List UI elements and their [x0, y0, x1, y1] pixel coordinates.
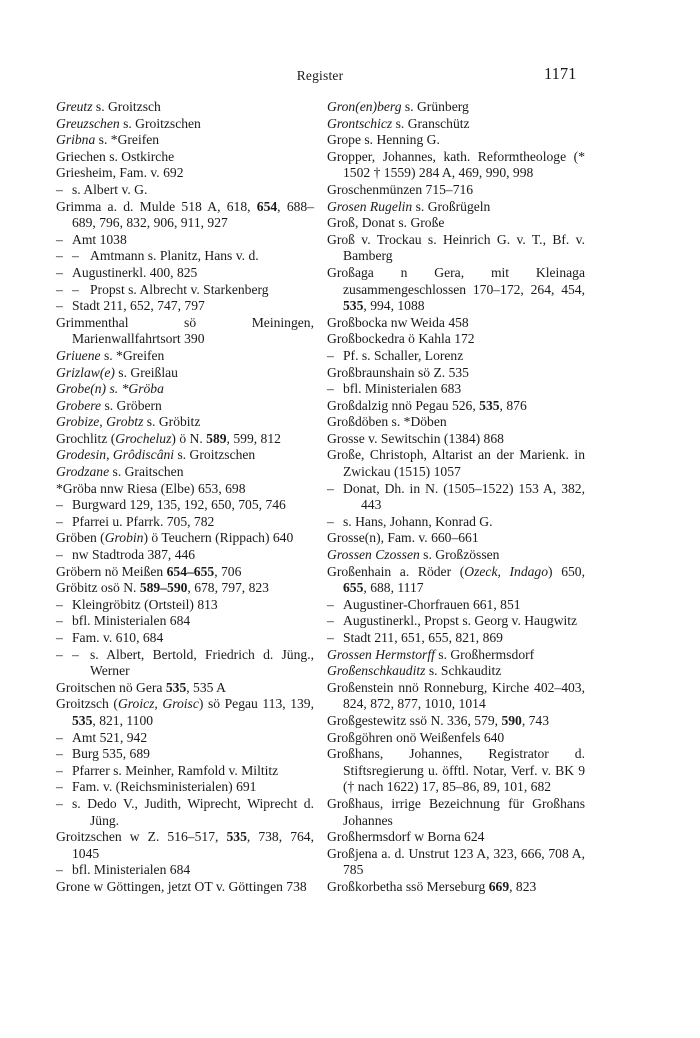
index-entry	[56, 431, 314, 448]
entry-variant-name: Gribna	[56, 132, 96, 148]
entry-variant-name: Grosen Rugelin	[327, 198, 413, 214]
entry-variant-name: Grodzane	[56, 464, 110, 480]
index-subentry	[56, 248, 314, 265]
entry-text: bfl. Ministerialen 684	[72, 862, 191, 878]
index-entry	[56, 165, 314, 182]
entry-page-ref-main: 589–590	[139, 580, 188, 596]
subentry-dash: –	[56, 513, 63, 529]
entry-text: Augustiner-Chorfrauen 661, 851	[343, 596, 521, 612]
entry-text: , 688–689, 796, 832, 906, 911, 927	[72, 198, 315, 231]
index-subentry	[56, 597, 314, 614]
index-entry	[327, 829, 585, 846]
entry-page-ref-main: 655	[343, 580, 364, 596]
entry-text: Groß, Donat s. Große	[327, 215, 445, 231]
index-entry	[327, 746, 585, 796]
index-entry	[56, 149, 314, 166]
subentry-dash: –	[56, 729, 63, 745]
entry-page-ref-main: 589	[206, 430, 227, 446]
index-subentry	[56, 497, 314, 514]
entry-text: Grosse v. Sewitschin (1384) 868	[327, 430, 504, 446]
entry-text: Grochlitz (	[56, 430, 116, 446]
subentry-dash: –	[56, 181, 63, 197]
entry-text: , 821, 1100	[92, 712, 154, 728]
entry-text: *Gröba nnw Riesa (Elbe) 653, 698	[56, 480, 246, 496]
index-entry	[327, 232, 585, 265]
entry-variant-name: Grobin	[104, 530, 144, 546]
index-subentry	[327, 630, 585, 647]
index-entry	[327, 730, 585, 747]
entry-text: Groitzsch (	[56, 696, 118, 712]
entry-text: s. Dedo V., Judith, Wiprecht, Wiprecht d. Jüng.	[72, 795, 314, 828]
page-number: 1171	[544, 64, 577, 83]
index-entry	[327, 132, 585, 149]
entry-text: Großaga n Gera, mit Kleinaga zusammengeschlossen 170–172, 264, 454,	[327, 264, 585, 297]
subentry-dash: –	[56, 762, 63, 778]
entry-text: Großenstein nnö Ronneburg, Kirche 402–403, 824, 872, 877, 1010, 1014	[327, 679, 585, 712]
entry-text: Propst s. Albrecht v. Starkenberg	[90, 281, 269, 297]
entry-text: Pfarrer s. Meinher, Ramfold v. Miltitz	[72, 762, 279, 778]
running-head	[0, 64, 700, 86]
index-entry	[56, 365, 314, 382]
entry-text: Großjena a. d. Unstrut 123 A, 323, 666, 708 A, 785	[327, 845, 585, 878]
entry-text: s. Graitschen	[109, 464, 184, 480]
index-entry	[56, 564, 314, 581]
entry-variant-name: Ozeck, Indago	[464, 563, 549, 579]
entry-text: Großgestewitz ssö N. 336, 579,	[327, 712, 502, 728]
index-entry	[327, 199, 585, 216]
index-subentry	[56, 232, 314, 249]
index-entry	[327, 215, 585, 232]
index-entry	[327, 564, 585, 597]
entry-text: s. Gröbitz	[143, 414, 201, 430]
entry-text: Großbockedra ö Kahla 172	[327, 331, 475, 347]
entry-variant-name: Grontschicz	[327, 115, 393, 131]
entry-text: Großhermsdorf w Borna 624	[327, 829, 485, 845]
entry-text: s. Grünberg	[401, 99, 469, 114]
index-entry	[56, 447, 314, 464]
index-entry	[56, 348, 314, 365]
entry-text: s. Gröbern	[101, 397, 162, 413]
entry-variant-name: Gron(en)berg	[327, 99, 402, 114]
entry-page-ref-main: 535	[479, 397, 500, 413]
index-entry	[327, 547, 585, 564]
entry-text: Burgward 129, 135, 192, 650, 705, 746	[72, 497, 286, 513]
entry-text: Großdöben s. *Döben	[327, 414, 447, 430]
entry-text: Grone w Göttingen, jetzt OT v. Göttingen 738	[56, 878, 307, 894]
index-column-left	[56, 99, 314, 896]
entry-text: Grope s. Henning G.	[327, 132, 440, 148]
entry-variant-name: Großenschkauditz	[327, 663, 426, 679]
entry-variant-name: Grizlaw(e)	[56, 364, 115, 380]
entry-text: s. Groitzschen	[119, 115, 201, 131]
index-entry	[327, 530, 585, 547]
entry-page-ref-main: 535	[343, 298, 364, 314]
entry-text: Groitzschen w Z. 516–517,	[56, 829, 227, 845]
subentry-dash: –	[56, 862, 63, 878]
entry-variant-name: Grodesin, Grôdiscâni	[56, 447, 175, 463]
index-entry	[327, 331, 585, 348]
entry-text: , 994, 1088	[363, 298, 425, 314]
index-entry	[327, 796, 585, 829]
index-entry	[56, 381, 314, 398]
entry-text: , 535 A	[186, 679, 226, 695]
index-entry	[327, 680, 585, 713]
running-title: Register	[296, 68, 344, 83]
entry-text: s. *Greifen	[95, 132, 160, 148]
entry-text: Großhaus, irrige Bezeichnung für Großhans Johannes	[327, 795, 585, 828]
index-entry	[327, 431, 585, 448]
entry-text: Groß v. Trockau s. Heinrich G. v. T., Bf. v. Bamberg	[327, 231, 585, 264]
entry-text: Griesheim, Fam. v. 692	[56, 165, 184, 181]
index-entry	[327, 398, 585, 415]
entry-text: , 823	[509, 878, 537, 894]
index-subentry	[56, 547, 314, 564]
index-entry	[327, 116, 585, 133]
entry-page-ref-main: 669	[488, 878, 510, 894]
entry-page-ref-main: 535	[72, 712, 93, 728]
subentry-dash: –	[72, 248, 79, 264]
entry-text: bfl. Ministerialen 683	[343, 381, 462, 397]
entry-text: Kleingröbitz (Ortsteil) 813	[72, 596, 218, 612]
entry-text: s. Großzössen	[419, 547, 500, 563]
index-entry	[56, 580, 314, 597]
index-entry	[327, 315, 585, 332]
index-entry	[56, 481, 314, 498]
index-subentry	[56, 730, 314, 747]
subentry-dash: –	[56, 795, 63, 811]
entry-text: s. Greißlau	[114, 364, 178, 380]
entry-text: Großdalzig nnö Pegau 526,	[327, 397, 480, 413]
subentry-dash: –	[327, 630, 334, 645]
entry-variant-name: Grossen Hermstorff	[327, 646, 435, 662]
entry-text: ) ö N.	[171, 430, 207, 446]
index-subentry	[56, 298, 314, 315]
entry-text: Fam. v. 610, 684	[72, 630, 164, 645]
subentry-dash: –	[327, 381, 334, 397]
subentry-dash: –	[327, 513, 334, 529]
subentry-dash: –	[72, 281, 79, 297]
entry-text: Großhans, Johannes, Registrator d. Stiftsregierung u. öfftl. Notar, Verf. v. BK 9 († nach 1622) 17, 85–86, 89, 101, 682	[327, 746, 585, 795]
entry-text: Grimmenthal sö Meiningen, Marienwallfahrtsort 390	[56, 314, 314, 347]
subentry-dash: –	[327, 596, 334, 612]
index-subentry	[56, 182, 314, 199]
subentry-dash: –	[56, 746, 63, 762]
index-entry	[327, 879, 585, 896]
index-entry	[327, 265, 585, 315]
entry-text: Fam. v. (Reichsministerialen) 691	[72, 779, 257, 795]
index-entry	[56, 398, 314, 415]
entry-page-ref-main: 535	[165, 679, 187, 695]
index-entry	[56, 414, 314, 431]
entry-text: Gröben (	[56, 530, 105, 546]
entry-page-ref-main: 590	[501, 712, 522, 728]
index-subentry	[327, 348, 585, 365]
index-subentry	[327, 597, 585, 614]
index-subentry	[56, 796, 314, 829]
index-entry	[327, 365, 585, 382]
index-column-right	[327, 99, 585, 896]
entry-text: Groschenmünzen 715–716	[327, 181, 474, 197]
index-entry	[56, 696, 314, 729]
index-subentry	[327, 514, 585, 531]
index-entry	[327, 663, 585, 680]
entry-text: Amt 1038	[72, 231, 127, 247]
entry-variant-name: Grobere	[56, 397, 102, 413]
entry-text: Donat, Dh. in N. (1505–1522) 153 A, 382, 443	[343, 480, 585, 513]
index-entry	[327, 182, 585, 199]
entry-text: Grosse(n), Fam. v. 660–661	[327, 530, 479, 546]
entry-variant-name: Greuzschen	[56, 115, 120, 131]
entry-text: Gröbern nö Meißen	[56, 563, 167, 579]
entry-text: Stadt 211, 651, 655, 821, 869	[343, 630, 503, 645]
index-subentry	[56, 613, 314, 630]
index-entry	[56, 464, 314, 481]
index-subentry	[56, 514, 314, 531]
entry-variant-name: Grossen Czossen	[327, 547, 420, 563]
entry-text: , 876	[499, 397, 527, 413]
subentry-dash: –	[56, 281, 63, 297]
entry-variant-name: s. *Gröba	[109, 381, 164, 397]
subentry-dash: –	[56, 497, 63, 513]
subentry-dash: –	[56, 613, 63, 629]
index-entry	[327, 414, 585, 431]
index-entry	[56, 530, 314, 547]
entry-text: , 706	[214, 563, 242, 579]
entry-text: Groitschen nö Gera	[56, 679, 166, 695]
index-entry	[56, 99, 314, 116]
entry-text: nw Stadtroda 387, 446	[72, 547, 196, 563]
subentry-dash: –	[72, 646, 79, 662]
index-subentry	[56, 746, 314, 763]
index-subentry	[327, 481, 585, 514]
entry-text: ) ö Teuchern (Rippach) 640	[143, 530, 294, 546]
entry-text: Großbocka nw Weida 458	[327, 314, 469, 330]
index-entry	[327, 647, 585, 664]
entry-text: bfl. Ministerialen 684	[72, 613, 191, 629]
index-subentry	[56, 282, 314, 299]
entry-variant-name: Grobe(n)	[56, 381, 107, 397]
index-subentry	[56, 630, 314, 647]
entry-text: s. Hans, Johann, Konrad G.	[343, 513, 493, 529]
subentry-dash: –	[327, 347, 334, 363]
entry-variant-name: Grocheluz	[115, 430, 172, 446]
entry-text: s. Albert v. G.	[72, 181, 148, 197]
entry-text: Große, Christoph, Altarist an der Marienk. in Zwickau (1515) 1057	[327, 447, 585, 480]
subentry-dash: –	[56, 231, 63, 247]
entry-text: s. Albert, Bertold, Friedrich d. Jüng., Werner	[90, 646, 314, 679]
index-subentry	[56, 265, 314, 282]
index-subentry	[327, 613, 585, 630]
entry-text: Großbraunshain sö Z. 535	[327, 364, 469, 380]
entry-text: s. Groitzsch	[92, 99, 161, 114]
index-subentry	[56, 779, 314, 796]
entry-text: Großkorbetha ssö Merseburg	[327, 878, 489, 894]
entry-variant-name: Griuene	[56, 347, 101, 363]
entry-text: , 678, 797, 823	[187, 580, 269, 596]
entry-text: s. *Greifen	[100, 347, 165, 363]
entry-text: Großenhain a. Röder (	[327, 563, 465, 579]
entry-text: ) 650,	[548, 563, 585, 579]
index-entry	[327, 447, 585, 480]
subentry-dash: –	[56, 779, 63, 795]
entry-text: Amtmann s. Planitz, Hans v. d.	[90, 248, 259, 264]
index-subentry	[56, 647, 314, 680]
subentry-dash: –	[56, 646, 63, 662]
entry-text: Stadt 211, 652, 747, 797	[72, 298, 205, 314]
entry-text: , 738, 764, 1045	[72, 829, 314, 861]
entry-text: s. Schkauditz	[425, 663, 502, 679]
subentry-dash: –	[327, 480, 334, 496]
entry-text: s. Groitzschen	[174, 447, 256, 463]
entry-text: Großgöhren onö Weißenfels 640	[327, 729, 505, 745]
subentry-dash: –	[56, 298, 63, 314]
index-entry	[56, 315, 314, 348]
entry-text: Augustinerkl. 400, 825	[72, 264, 198, 280]
entry-text: Burg 535, 689	[72, 746, 150, 762]
entry-text: Augustinerkl., Propst s. Georg v. Haugwitz	[343, 613, 578, 629]
subentry-dash: –	[56, 630, 63, 645]
index-entry	[56, 829, 314, 862]
index-subentry	[56, 763, 314, 780]
entry-text: , 599, 812	[226, 430, 281, 446]
index-subentry	[327, 381, 585, 398]
entry-page-ref-main: 535	[226, 829, 247, 845]
subentry-dash: –	[56, 264, 63, 280]
subentry-dash: –	[327, 613, 334, 629]
entry-text: Grimma a. d. Mulde 518 A, 618,	[56, 198, 257, 214]
entry-text: Pf. s. Schaller, Lorenz	[343, 347, 464, 363]
entry-text: Griechen s. Ostkirche	[56, 148, 175, 164]
index-entry	[327, 846, 585, 879]
index-entry	[56, 680, 314, 697]
subentry-dash: –	[56, 248, 63, 264]
entry-text: ) sö Pegau 113, 139,	[198, 696, 314, 712]
index-entry	[327, 713, 585, 730]
entry-page-ref-main: 654	[256, 198, 278, 214]
index-subentry	[56, 862, 314, 879]
subentry-dash: –	[56, 596, 63, 612]
entry-text: s. Großhermsdorf	[434, 646, 535, 662]
entry-text: Gröbitz osö N.	[56, 580, 140, 596]
entry-text: s. Großrügeln	[412, 198, 491, 214]
index-entry	[56, 132, 314, 149]
entry-variant-name: Grobize, Grobtz	[56, 414, 144, 430]
entry-text: , 688, 1117	[363, 580, 424, 596]
entry-text: Gropper, Johannes, kath. Reformtheologe (* 1502 † 1559) 284 A, 469, 990, 998	[327, 148, 585, 181]
index-entry	[56, 116, 314, 133]
entry-text: s. Granschütz	[392, 115, 470, 131]
entry-page-ref-main: 654–655	[166, 563, 215, 579]
subentry-dash: –	[56, 547, 63, 563]
index-entry	[327, 149, 585, 182]
index-entry	[56, 199, 314, 232]
index-entry	[327, 99, 585, 116]
entry-text: Pfarrei u. Pfarrk. 705, 782	[72, 513, 215, 529]
entry-text: Amt 521, 942	[72, 729, 148, 745]
entry-variant-name: Greutz	[56, 99, 93, 114]
entry-text: , 743	[521, 712, 550, 728]
index-entry	[56, 879, 314, 896]
entry-variant-name: Groicz, Groisc	[117, 696, 199, 712]
